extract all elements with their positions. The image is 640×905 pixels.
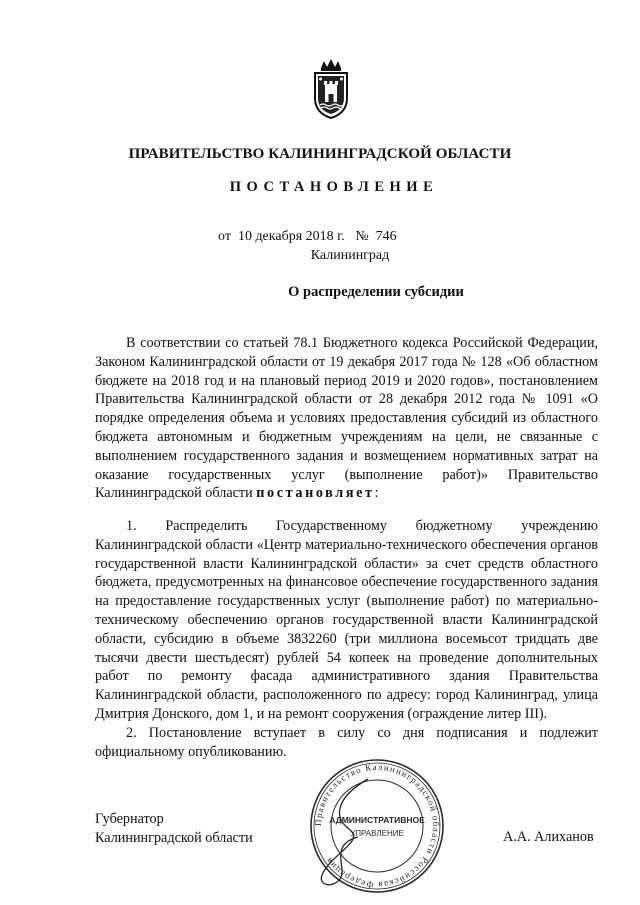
signatory-title	[95, 810, 253, 848]
signatory-title-line1: Губернатор	[95, 811, 164, 827]
number-sign: №	[355, 229, 369, 244]
coat-of-arms-icon	[311, 58, 351, 120]
signatory-name: А.А. Алиханов	[503, 829, 594, 845]
preamble-paragraph	[95, 334, 598, 503]
decree-items	[95, 517, 598, 761]
city: Калининград	[310, 248, 390, 263]
decree-word: постановляет	[256, 485, 375, 502]
document-type: ПОСТАНОВЛЕНИЕ	[229, 179, 439, 195]
list-item: 1. Распределить Государственному бюджетному учреждению Калининградской области «Центр материально-технического обеспечения органов государственной власти Калининградской области» за счет средств областного бюджета, предусмотренных на финансовое обеспечение государственного задания на предоставление государственных услуг (выполнение работ) по материально-техническому обеспечению органов государственной власти Калининградской области, субсидию в объеме 3832260 (три миллиона восемьсот тридцать две тысячи двести шестьдесят) рублей 54 копеек на проведение дополнительных работ по ремонту фасада административного здания Правительства Калининградской области, расположенного по адресу: город Калининград, улица Дмитрия Донского, дом 1, и на ремонт сооружения (ограждение литер III).	[95, 518, 598, 722]
signatory-title-line2: Калининградской области	[95, 830, 253, 846]
seal-inner-line2: УПРАВЛЕНИЕ	[350, 829, 404, 838]
document-date: 10 декабря 2018 г.	[237, 229, 345, 244]
handwritten-signature	[310, 775, 380, 895]
list-item: 2. Постановление вступает в силу со дня подписания и подлежит официальному опубликованию.	[95, 724, 598, 760]
seal-inner-line1: АДМИНИСТРАТИВНОЕ	[329, 815, 425, 825]
organization-title: ПРАВИТЕЛЬСТВО КАЛИНИНГРАДСКОЙ ОБЛАСТИ	[128, 146, 512, 162]
seal-ring-text: Правительство Калининградской области Российская Федерация	[312, 761, 442, 891]
preamble-text: В соответствии со статьей 78.1 Бюджетного кодекса Российской Федерации, Законом Калининградской области от 19 декабря 2017 года № 128 «Об областном бюджете на 2018 год и на плановый период 2019 и 2020 годов», постановлением Правительства Калининградской области от 28 декабря 2012 года № 1091 «О порядке определения объема и условиях предоставления субсидий из областного бюджета автономным и бюджетным учреждениям на цели, не связанные с выполнением государственного задания и возмещением нормативных затрат на оказание государственных услуг (выполнение работ)» Правительство Калининградской области	[95, 335, 598, 502]
decree-colon: :	[374, 485, 379, 502]
date-prefix: от	[218, 229, 231, 244]
document-number: 746	[375, 229, 397, 244]
date-number-line	[218, 229, 397, 245]
document-subject: О распределении субсидии	[288, 284, 464, 300]
